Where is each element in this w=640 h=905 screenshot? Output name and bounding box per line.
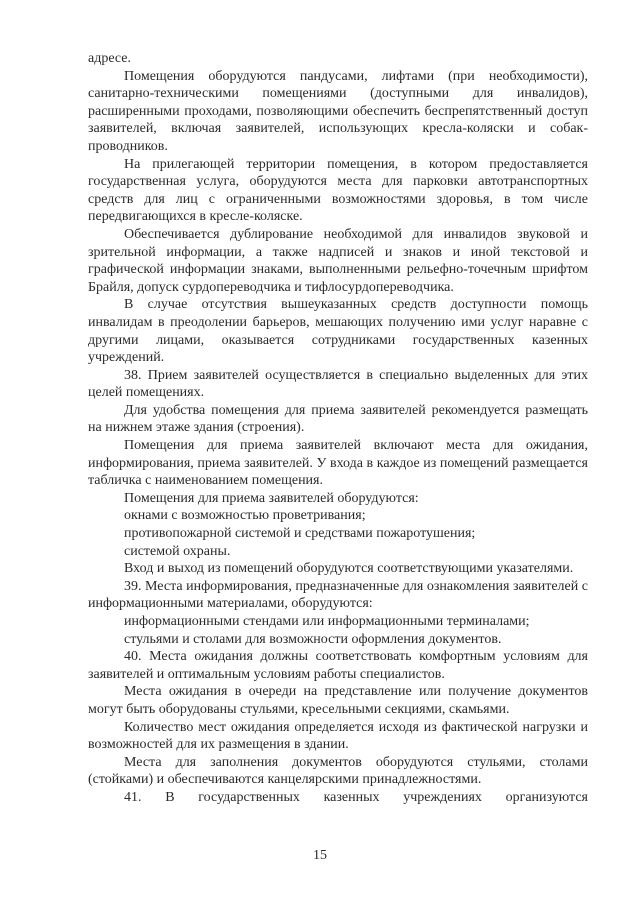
paragraph: Количество мест ожидания определяется исходя из фактической нагрузки и возможностей для их размещения в здании. [88,719,588,753]
paragraph: информационными стендами или информационными терминалами; [124,614,530,629]
paragraph: 41. В государственных казенных учреждениях организуются [124,789,588,805]
paragraph: Обеспечивается дублирование необходимой для инвалидов звуковой и зрительной информации, а также надписей и знаков и иной текстовой и графической информации знаками, выполненными рельефно-точечным шрифтом Брайля, допуск сурдопереводчика и тифлосурдопереводчика. [88,226,588,295]
paragraph: На прилегающей территории помещения, в котором предоставляется государственная услуга, оборудуются места для парковки автотранспортных средств для лиц с ограниченными возможностями здоровья, в том числе передвигающихся в кресле-коляске. [88,156,588,225]
paragraph: противопожарной системой и средствами пожаротушения; [124,526,476,542]
paragraph: Помещения оборудуются пандусами, лифтами (при необходимости), санитарно-техническими помещениями (доступными для инвалидов), расширенными проходами, позволяющими обеспечить беспрепятственный доступ заявителей, включая заявителей, использующих кресла-коляски и собак-проводников. [88,68,588,154]
paragraph: Места для заполнения документов оборудуются стульями, столами (стойками) и обеспечиваются канцелярскими принадлежностями. [88,754,588,788]
paragraph: стульями и столами для возможности оформления документов. [124,631,502,647]
paragraph: окнами с возможностью проветривания; [124,508,366,524]
paragraph: 40. Места ожидания должны соответствовать комфортным условиям для заявителей и оптимальным условиям работы специалистов. [88,649,588,682]
paragraph: Вход и выход из помещений оборудуются соответствующими указателями. [124,561,574,577]
document-body [88,50,588,807]
paragraph: системой охраны. [124,543,231,559]
paragraph: Помещения для приема заявителей оборудуются: [124,490,419,506]
paragraph: 39. Места информирования, предназначенные для ознакомления заявителей с информационными материалами, оборудуются: [88,578,588,612]
paragraph: В случае отсутствия вышеуказанных средств доступности помощь инвалидам в преодолении барьеров, мешающих получению ими услуг наравне с другими лицами, оказывается сотрудниками государственных казенных учреждений. [88,297,588,366]
page-number: 15 [313,848,327,863]
paragraph: Помещения для приема заявителей включают места для ожидания, информирования, приема заявителей. У входа в каждое из помещений размещается табличка с наименованием помещения. [88,438,588,489]
paragraph: Места ожидания в очереди на представление или получение документов могут быть оборудованы стульями, кресельными секциями, скамьями. [88,684,588,717]
paragraph: 38. Прием заявителей осуществляется в специально выделенных для этих целей помещениях. [88,367,588,401]
paragraph: адресе. [88,51,131,66]
paragraph: Для удобства помещения для приема заявителей рекомендуется размещать на нижнем этаже здания (строения). [88,402,588,436]
